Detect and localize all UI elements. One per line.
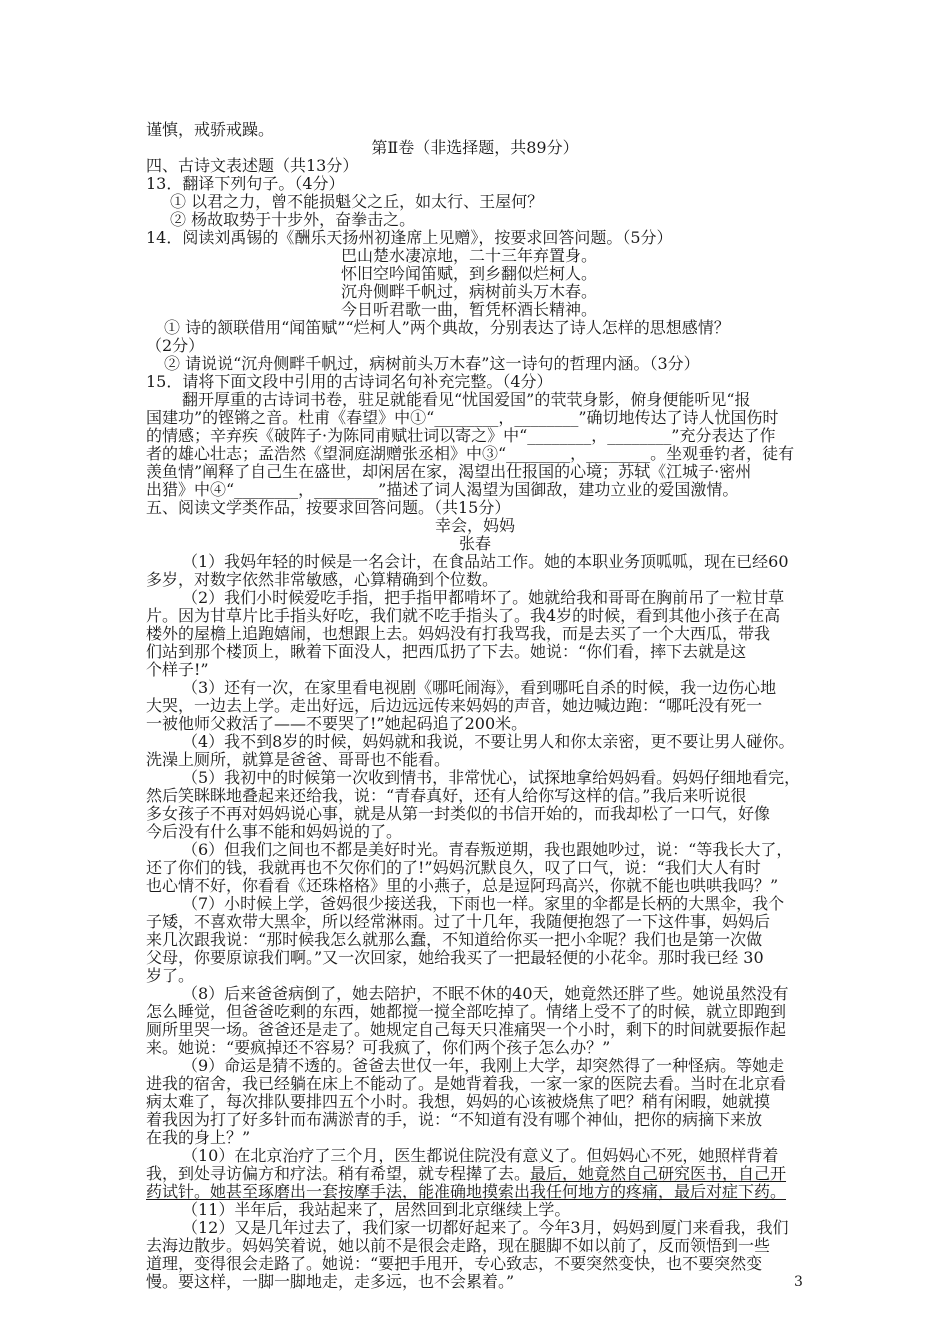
paragraph-line: 在我的身上？”: [146, 1128, 251, 1147]
paragraph-line: 片。因为甘草片比手指头好吃，我们就不吃手指头了。我4岁的时候，看到其他小孩子在高: [146, 606, 781, 625]
question-14-score: （2分）: [146, 336, 205, 355]
question-14-item-2: ② 请说说“沉舟侧畔千帆过，病树前头万木春”这一诗句的哲理内涵。（3分）: [164, 354, 700, 373]
poem-line: 巴山楚水凄凉地，二十三年弃置身。: [341, 246, 598, 265]
paragraph-line: 病太难了，每次排队要排四五个小时。我想，妈妈的心该被烧焦了吧？稍有闲暇，她就摸: [146, 1092, 771, 1111]
paragraph-line: （3）还有一次，在家里看电视剧《哪吒闹海》，看到哪吒自杀的时候，我一边伤心地: [182, 678, 777, 697]
poem-line: 怀旧空吟闻笛赋，到乡翻似烂柯人。: [341, 264, 598, 283]
paragraph-line: 国建功”的铿锵之音。杜甫《春望》中①“________，________”确切地传达了诗人忧国伤时: [146, 408, 779, 427]
question-13: 13．翻译下列句子。（4分）: [146, 174, 345, 193]
paragraph-line: （8）后来爸爸病倒了，她去陪护，不眠不休的40天，她竟然还胖了些。她说虽然没有: [182, 984, 789, 1003]
underlined-sentence: 最后，她竟然自己研究医书，自己开: [530, 1164, 787, 1183]
paragraph-line: 慢。要这样，一脚一脚地走，走多远，也不会累着。”: [146, 1272, 515, 1291]
section-heading: 四、古诗文表述题（共13分）: [146, 156, 359, 175]
question-14: 14．阅读刘禹锡的《酬乐天扬州初逢席上见赠》，按要求回答问题。（5分）: [146, 228, 673, 247]
paragraph-line: 的情感；辛弃疾《破阵子·为陈同甫赋壮词以寄之》中“________，________”充分表达了作: [146, 426, 776, 445]
paragraph-line: 进我的宿舍，我已经躺在床上不能动了。是她背着我，一家一家的医院去看。当时在北京看: [146, 1074, 787, 1093]
paragraph-line: 也心情不好，你看看《还珠格格》里的小燕子，总是逗阿玛高兴，你就不能也哄哄我吗？”: [146, 876, 779, 895]
paragraph-line: （9）命运是猜不透的。爸爸去世仅一年，我刚上大学，却突然得了一种怪病。等她走: [182, 1056, 785, 1075]
paragraph-line: 们站到那个楼顶上，瞅着下面没人，把西瓜扔了下去。她说：“你们看，摔下去就是这: [146, 642, 747, 661]
paragraph-line: 楼外的屋檐上追跑嬉闹，也想跟上去。妈妈没有打我骂我，而是去买了一个大西瓜，带我: [146, 624, 771, 643]
paragraph-line: 还了你们的钱，我就再也不欠你们的了!”妈妈沉默良久，叹了口气，说：“我们大人有时: [146, 858, 761, 877]
paragraph-line: 去海边散步。妈妈笑着说，她以前不是很会走路，现在腿脚不如以前了，反而领悟到一些: [146, 1236, 771, 1255]
paragraph-line: （4）我不到8岁的时候，妈妈就和我说，不要让男人和你太亲密，更不要让男人碰你。: [182, 732, 795, 751]
article-author: 张春: [458, 534, 491, 553]
paragraph-line: 今后没有什么事不能和妈妈说的了。: [146, 822, 403, 841]
paragraph-line: 出猎》中④“________，________”描述了词人渴望为国御敌，建功立业的爱国激情。: [146, 480, 739, 499]
paragraph-line: （5）我初中的时候第一次收到情书，非常忧心，试探地拿给妈妈看。妈妈仔细地看完，: [182, 768, 801, 787]
underlined-sentence: 药试针。她甚至琢磨出一套按摩手法，能准确地摸索出我任何地方的疼痛，最后对症下药。: [146, 1182, 787, 1201]
paragraph-line: （2）我们小时候爱吃手指，把手指甲都啃坏了。她就给我和哥哥在胸前吊了一粒甘草: [182, 588, 785, 607]
paragraph-line: 羡鱼情”阐释了自己生在盛世，却闲居在家，渴望出仕报国的心境；苏轼《江城子·密州: [146, 462, 752, 481]
question-13-item-2: ② 杨故取势于十步外，奋拳击之。: [170, 210, 416, 229]
paragraph-line: 岁了。: [146, 966, 195, 985]
question-13-item-1: ① 以君之力，曾不能损魁父之丘，如太行、王屋何？: [170, 192, 544, 211]
paragraph-line: [146, 1165, 786, 1183]
paragraph-line: （10）在北京治疗了三个月，医生都说住院没有意义了。但妈妈心不死，她照样背着: [182, 1146, 779, 1165]
paragraph-line: 然后笑眯眯地叠起来还给我，说：“青春真好，还有人给你写这样的信。”我后来听说很: [146, 786, 747, 805]
paragraph-text: 我，到处寻访偏方和疗法。稍有希望，就专程撵了去。: [146, 1164, 531, 1183]
paragraph-line: 父母，你要原谅我们啊。”又一次回家，她给我买了一把最轻便的小花伞。那时我已经 30: [146, 948, 764, 967]
paragraph-line: 一被他师父救活了——不要哭了!”她起码追了200米。: [146, 714, 528, 733]
paragraph-line: 洗澡上厕所，就算是爸爸、哥哥也不能看。: [146, 750, 451, 769]
paragraph-line: 多岁，对数字依然非常敏感，心算精确到个位数。: [146, 570, 499, 589]
poem-line: 沉舟侧畔千帆过，病树前头万木春。: [341, 282, 598, 301]
paragraph-line: 者的雄心壮志；孟浩然《望洞庭湖赠张丞相》中③“________，________。坐观垂钓者，徒有: [146, 444, 795, 463]
paragraph-line: 怎么睡觉，但爸爸吃剩的东西，她都搅一搅全部吃掉了。情绪上受不了的时候，就立即跑到: [146, 1002, 787, 1021]
paragraph-line: 翻开厚重的古诗词书卷，驻足就能看见“忧国爱国”的茕茕身影，俯身便能听见“报: [182, 390, 751, 409]
question-14-item-1: ① 诗的颔联借用“闻笛赋”“烂柯人”两个典故，分别表达了诗人怎样的思想感情？: [164, 318, 730, 337]
paragraph-line: （12）又是几年过去了，我们家一切都好起来了。今年3月，妈妈到厦门来看我，我们: [182, 1218, 789, 1237]
article-title: 幸会，妈妈: [434, 516, 515, 535]
text-line: 谨慎，戒骄戒躁。: [146, 120, 275, 139]
paragraph-line: 厕所里哭一场。爸爸还是走了。她规定自己每天只准痛哭一个小时，剩下的时间就要振作起: [146, 1020, 787, 1039]
paragraph-line: 多女孩子不再对妈妈说心事，就是从第一封类似的书信开始的，而我却松了一口气，好像: [146, 804, 771, 823]
paragraph-line: 大哭，一边去上学。走出好远，后边远远传来妈妈的声音，她边喊边跑：“哪吒没有死一: [146, 696, 763, 715]
paragraph-line: 道理，变得很会走路了。她说：“要把手甩开，专心致志，不要突然变快，也不要突然变: [146, 1254, 763, 1273]
poem-line: 今日听君歌一曲，暂凭杯酒长精神。: [341, 300, 598, 319]
section-heading: 五、阅读文学类作品，按要求回答问题。（共15分）: [146, 498, 511, 517]
paragraph-line: （7）小时候上学，爸妈很少接送我，下雨也一样。家里的伞都是长柄的大黑伞，我个: [182, 894, 785, 913]
paragraph-line: 着我因为打了好多针而布满淤青的手，说：“不知道有没有哪个神仙，把你的病摘下来放: [146, 1110, 763, 1129]
paragraph-line: 子矮，不喜欢带大黑伞，所以经常淋雨。过了十几年，我随便抱怨了一下这件事，妈妈后: [146, 912, 771, 931]
paragraph-line: 来几次跟我说：“那时候我怎么就那么蠢，不知道给你买一把小伞呢？我们也是第一次做: [146, 930, 763, 949]
paragraph-line: 个样子!”: [146, 660, 209, 679]
paragraph-line: （1）我妈年轻的时候是一名会计，在食品站工作。她的本职业务顶呱呱，现在已经60: [182, 552, 789, 571]
page-number: 3: [794, 1274, 803, 1290]
paragraph-line: 来。她说：“要疯掉还不容易？可我疯了，你们两个孩子怎么办？”: [146, 1038, 611, 1057]
question-15: 15．请将下面文段中引用的古诗词名句补充完整。（4分）: [146, 372, 553, 391]
section-title: 第Ⅱ卷（非选择题，共89分）: [371, 138, 579, 157]
paragraph-line: （6）但我们之间也不都是美好时光。青春叛逆期，我也跟她吵过，说：“等我长大了，: [182, 840, 793, 859]
paragraph-line: （11）半年后，我站起来了，居然回到北京继续上学。: [182, 1200, 571, 1219]
